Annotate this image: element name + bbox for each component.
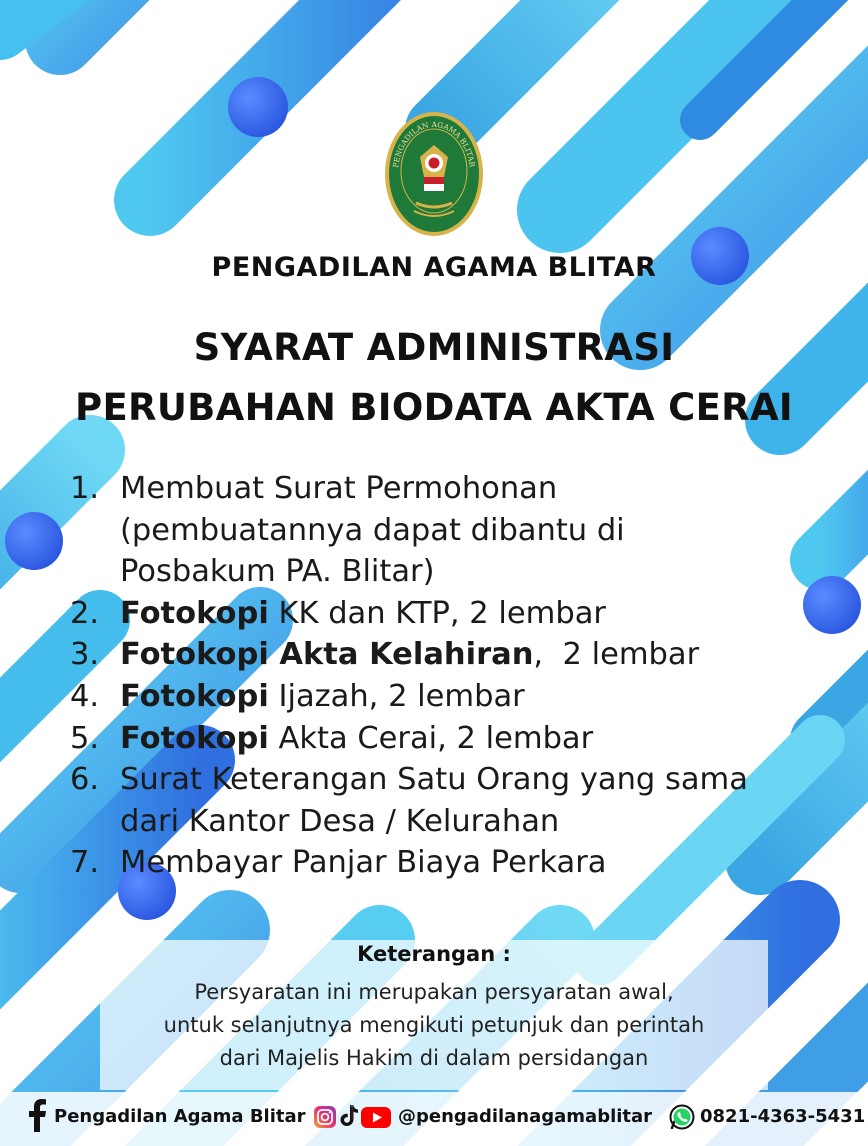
list-item: [70, 842, 830, 884]
list-item-text: , 2 lembar: [533, 637, 700, 673]
court-seal-icon: [384, 111, 484, 237]
tiktok-icon[interactable]: [339, 1104, 359, 1128]
facebook-page-name[interactable]: Pengadilan Agama Blitar: [54, 1106, 306, 1127]
social-handle[interactable]: @pengadilanagamablitar: [398, 1106, 653, 1127]
list-item: [70, 718, 830, 760]
list-item-bold: Fotokopi: [120, 678, 269, 714]
list-item: [70, 759, 830, 842]
instagram-icon[interactable]: [314, 1106, 336, 1128]
footer: [0, 1098, 868, 1138]
list-item-text: KK dan KTP, 2 lembar: [268, 595, 606, 631]
list-item-number: 1.: [70, 471, 100, 506]
list-item: [70, 676, 830, 718]
list-item-bold: Fotokopi: [120, 595, 269, 631]
list-item: [70, 593, 830, 635]
whatsapp-icon[interactable]: [669, 1104, 695, 1130]
page-title-line-1: SYARAT ADMINISTRASI: [193, 326, 675, 369]
list-item-text: Membuat Surat Permohonan: [120, 471, 558, 506]
list-item-number: 5.: [70, 720, 100, 756]
list-item-text: Membayar Panjar Biaya Perkara: [120, 845, 607, 881]
note-heading: Keterangan :: [357, 942, 511, 966]
list-item-text: Surat Keterangan Satu Orang yang sama: [120, 762, 748, 798]
list-item: [70, 634, 830, 676]
note-line: Persyaratan ini merupakan persyaratan awal,: [194, 980, 674, 1004]
list-item-text: Akta Cerai, 2 lembar: [268, 720, 594, 756]
youtube-icon[interactable]: [361, 1107, 391, 1128]
list-item: [70, 468, 830, 593]
list-item-number: 2.: [70, 595, 100, 631]
list-item-text: (pembuatannya dapat dibantu di: [120, 512, 625, 548]
organization-name: PENGADILAN AGAMA BLITAR: [211, 252, 657, 283]
facebook-icon[interactable]: [24, 1098, 50, 1132]
whatsapp-number[interactable]: 0821-4363-5431: [700, 1106, 866, 1127]
list-item-bold: Fotokopi: [120, 720, 269, 756]
note-line: dari Majelis Hakim di dalam persidangan: [219, 1046, 649, 1070]
list-item-number: 3.: [70, 637, 100, 673]
list-item-text: Posbakum PA. Blitar): [120, 554, 435, 590]
requirements-list: [70, 468, 830, 884]
list-item-text: dari Kantor Desa / Kelurahan: [120, 803, 560, 839]
list-item-bold: Fotokopi Akta Kelahiran: [120, 637, 534, 673]
note-line: untuk selanjutnya mengikuti petunjuk dan perintah: [163, 1013, 705, 1037]
list-item-number: 4.: [70, 678, 100, 714]
page-title-line-2: PERUBAHAN BIODATA AKTA CERAI: [75, 386, 793, 429]
list-item-number: 7.: [70, 845, 100, 881]
seal-text: PENGADILAN AGAMA BLITAR: [391, 119, 477, 169]
list-item-text: Ijazah, 2 lembar: [268, 678, 525, 714]
list-item-number: 6.: [70, 762, 100, 798]
